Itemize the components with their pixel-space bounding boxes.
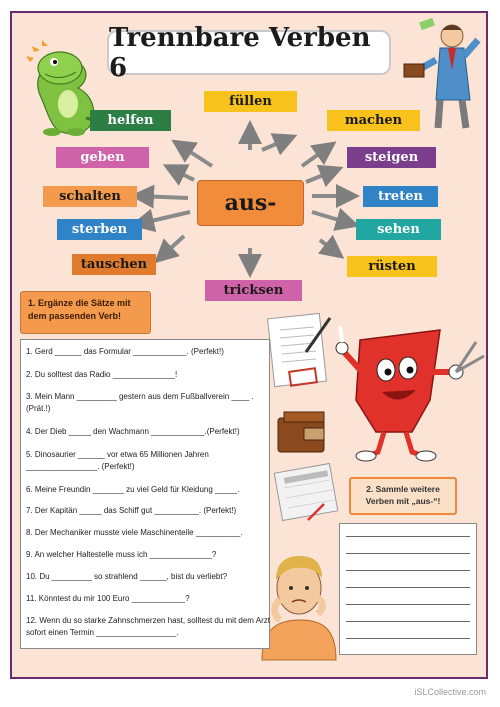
- verb-box-helfen: helfen: [90, 110, 171, 131]
- verb-box-tauschen: tauschen: [72, 254, 156, 275]
- answer-line[interactable]: [346, 638, 470, 639]
- exercise-8: 8. Der Mechaniker musste viele Maschinenteile __________.: [26, 528, 243, 537]
- dinosaur-illustration: [26, 40, 98, 136]
- answer-line[interactable]: [346, 587, 470, 588]
- exercise-5: 5. Dinosaurier ______ vor etwa 65 Millionen Jahren ________________. (Perfekt!): [26, 450, 209, 471]
- exercise-7: 7. Der Kapitän _____ das Schiff gut __________. (Perfekt!): [26, 506, 237, 515]
- center-prefix-box: [197, 180, 304, 226]
- exercise-1: 1. Gerd ______ das Formular ____________. (Perfekt!): [26, 347, 224, 356]
- exercise-3: 3. Mein Mann _________ gestern aus dem Fußballverein ____ . (Prät.!): [26, 392, 254, 413]
- verb-box-steigen: steigen: [347, 147, 436, 168]
- verb-box-machen: machen: [327, 110, 420, 131]
- exercise-9: 9. An welcher Haltestelle muss ich ______________?: [26, 550, 217, 559]
- exercise-10: 10. Du _________ so strahlend ______, bist du verliebt?: [26, 572, 228, 581]
- red-mascot-illustration: [336, 326, 484, 461]
- answer-line[interactable]: [346, 536, 470, 537]
- page-title: Trennbare Verben 6: [109, 22, 371, 83]
- calendar-illustration: [274, 464, 337, 521]
- verb-box-schalten: schalten: [43, 186, 137, 207]
- wallet-illustration: [278, 412, 324, 452]
- task-2-instruction: 2. Sammle weitere Verben mit „aus-“!: [349, 477, 457, 515]
- answer-line[interactable]: [346, 553, 470, 554]
- answer-lines-box[interactable]: [339, 523, 477, 655]
- center-prefix: aus-: [224, 190, 277, 216]
- form-illustration: [268, 313, 330, 386]
- exercise-11: 11. Könntest du mir 100 Euro ____________?: [26, 594, 190, 603]
- answer-line[interactable]: [346, 604, 470, 605]
- exercise-4: 4. Der Dieb _____ den Wachmann ____________.(Perfekt!): [26, 427, 240, 436]
- task-1-instruction: 1. Ergänze die Sätze mit dem passenden Verb!: [20, 291, 151, 334]
- answer-line[interactable]: [346, 570, 470, 571]
- exercise-6: 6. Meine Freundin _______ zu viel Geld für Kleidung _____.: [26, 485, 240, 494]
- verb-box-ruesten: rüsten: [347, 256, 437, 277]
- exercise-2: 2. Du solltest das Radio ______________!: [26, 370, 178, 379]
- exercise-12: 12. Wenn du so starke Zahnschmerzen hast, solltest du mit dem Arzt sofort einen Termin __________________.: [26, 616, 270, 637]
- verb-box-sterben: sterben: [57, 219, 142, 240]
- verb-box-tricksen: tricksen: [205, 280, 302, 301]
- verb-box-sehen: sehen: [356, 219, 441, 240]
- man-toothache-illustration: [262, 556, 336, 660]
- verb-box-geben: geben: [56, 147, 149, 168]
- verb-box-treten: treten: [363, 186, 438, 207]
- verb-box-fuellen: füllen: [204, 91, 297, 112]
- answer-line[interactable]: [346, 621, 470, 622]
- site-footer: iSLCollective.com: [414, 687, 486, 697]
